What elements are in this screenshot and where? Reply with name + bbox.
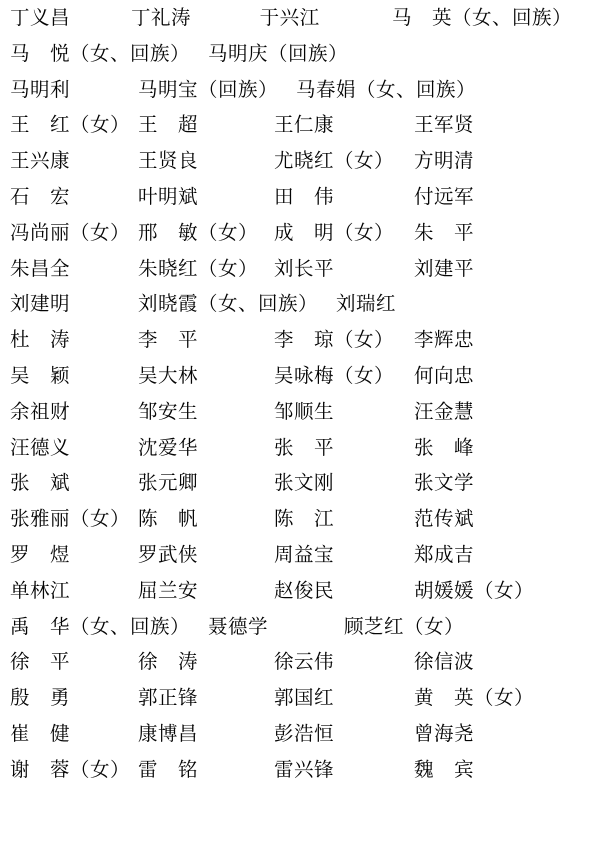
name-row bbox=[10, 363, 590, 402]
name-entry: 马春娟（女、回族） bbox=[296, 77, 477, 101]
name-entry: 汪金慧 bbox=[414, 399, 475, 423]
name-row bbox=[10, 473, 590, 509]
name-entry: 马明庆（回族） bbox=[208, 41, 349, 65]
name-entry: 张元卿 bbox=[138, 471, 199, 495]
name-entry: 付远军 bbox=[414, 184, 475, 208]
name-entry: 沈爱华 bbox=[138, 435, 199, 459]
name-entry: 魏 宾 bbox=[414, 757, 475, 781]
name-row bbox=[10, 77, 590, 116]
name-row bbox=[10, 614, 590, 653]
name-entry: 张文学 bbox=[414, 471, 475, 495]
name-row bbox=[10, 115, 590, 151]
name-entry: 张文刚 bbox=[274, 471, 335, 495]
name-row bbox=[10, 435, 590, 474]
name-entry: 罗 煜 bbox=[10, 542, 71, 566]
name-row bbox=[10, 542, 590, 581]
name-entry: 朱 平 bbox=[414, 220, 475, 244]
name-entry: 殷 勇 bbox=[10, 686, 71, 710]
name-entry: 尤晓红（女） bbox=[274, 149, 395, 173]
name-row bbox=[10, 399, 590, 438]
name-row bbox=[10, 220, 590, 259]
name-row bbox=[10, 294, 590, 330]
name-entry: 方明清 bbox=[414, 149, 475, 173]
name-entry: 郭正锋 bbox=[138, 686, 199, 710]
name-entry: 崔 健 bbox=[10, 721, 71, 745]
name-entry: 王仁康 bbox=[274, 113, 335, 137]
name-entry: 周益宝 bbox=[274, 542, 335, 566]
name-entry: 王 超 bbox=[138, 113, 199, 137]
name-entry: 曾海尧 bbox=[414, 721, 475, 745]
name-entry: 马明利 bbox=[10, 77, 71, 101]
name-entry: 王军贤 bbox=[414, 113, 475, 137]
name-entry: 吴咏梅（女） bbox=[274, 363, 395, 387]
name-entry: 徐 涛 bbox=[138, 650, 199, 674]
name-entry: 禹 华（女、回族） bbox=[10, 614, 191, 638]
name-entry: 田 伟 bbox=[274, 184, 335, 208]
name-entry: 邢 敏（女） bbox=[138, 220, 259, 244]
name-entry: 胡媛媛（女） bbox=[414, 578, 535, 602]
name-row bbox=[10, 688, 590, 724]
name-entry: 王兴康 bbox=[10, 149, 71, 173]
name-entry: 刘晓霞（女、回族） bbox=[138, 292, 319, 316]
name-entry: 彭浩恒 bbox=[274, 721, 335, 745]
name-entry: 郑成吉 bbox=[414, 542, 475, 566]
name-entry: 马 悦（女、回族） bbox=[10, 41, 191, 65]
name-entry: 陈 帆 bbox=[138, 507, 199, 531]
name-entry: 顾芝红（女） bbox=[344, 614, 465, 638]
name-entry: 张 平 bbox=[274, 435, 335, 459]
name-row bbox=[10, 757, 590, 796]
name-entry: 范传斌 bbox=[414, 507, 475, 531]
name-entry: 刘建明 bbox=[10, 292, 71, 316]
name-entry: 单林江 bbox=[10, 578, 71, 602]
name-entry: 赵俊民 bbox=[274, 578, 335, 602]
name-entry: 康博昌 bbox=[138, 721, 199, 745]
name-entry: 张 峰 bbox=[414, 435, 475, 459]
name-entry: 马明宝（回族） bbox=[138, 77, 279, 101]
name-entry: 杜 涛 bbox=[10, 328, 71, 352]
name-row bbox=[10, 330, 590, 366]
name-entry: 吴大林 bbox=[138, 363, 199, 387]
name-entry: 李 琼（女） bbox=[274, 328, 395, 352]
name-entry: 石 宏 bbox=[10, 184, 71, 208]
name-entry: 丁义昌 bbox=[10, 6, 71, 29]
name-entry: 丁礼涛 bbox=[131, 6, 192, 29]
name-entry: 叶明斌 bbox=[138, 184, 199, 208]
name-entry: 王贤良 bbox=[138, 149, 199, 173]
name-entry: 罗武侠 bbox=[138, 542, 199, 566]
name-entry: 刘长平 bbox=[274, 256, 335, 280]
name-row bbox=[10, 256, 590, 295]
name-entry: 雷兴锋 bbox=[274, 757, 335, 781]
name-entry: 汪德义 bbox=[10, 435, 71, 459]
name-entry: 谢 蓉（女） bbox=[10, 757, 131, 781]
name-entry: 张雅丽（女） bbox=[10, 507, 131, 531]
name-entry: 聂德学 bbox=[208, 614, 269, 638]
name-entry: 成 明（女） bbox=[274, 220, 395, 244]
name-row bbox=[10, 151, 590, 187]
name-entry: 陈 江 bbox=[274, 507, 335, 531]
name-entry: 朱昌全 bbox=[10, 256, 71, 280]
name-entry: 张 斌 bbox=[10, 471, 71, 495]
name-entry: 徐云伟 bbox=[274, 650, 335, 674]
name-entry: 徐 平 bbox=[10, 650, 71, 674]
name-entry: 徐信波 bbox=[414, 650, 475, 674]
name-entry: 郭国红 bbox=[274, 686, 335, 710]
name-entry: 何向忠 bbox=[414, 363, 475, 387]
name-row bbox=[10, 509, 590, 545]
name-entry: 冯尚丽（女） bbox=[10, 220, 131, 244]
name-entry: 雷 铭 bbox=[138, 757, 199, 781]
name-entry: 王 红（女） bbox=[10, 113, 131, 137]
name-row bbox=[10, 652, 590, 688]
name-entry: 邹安生 bbox=[138, 399, 199, 423]
name-entry: 朱晓红（女） bbox=[138, 256, 259, 280]
name-row bbox=[10, 41, 590, 80]
name-entry: 刘建平 bbox=[414, 256, 475, 280]
name-entry: 刘瑞红 bbox=[336, 292, 397, 316]
name-entry: 吴 颖 bbox=[10, 363, 71, 387]
name-entry: 马 英（女、回族） bbox=[392, 6, 573, 29]
name-entry: 于兴江 bbox=[259, 6, 320, 29]
name-entry: 黄 英（女） bbox=[414, 686, 535, 710]
name-entry: 屈兰安 bbox=[138, 578, 199, 602]
name-entry: 余祖财 bbox=[10, 399, 71, 423]
name-entry: 李辉忠 bbox=[414, 328, 475, 352]
name-row bbox=[10, 578, 590, 617]
name-row bbox=[10, 8, 590, 44]
name-row bbox=[10, 184, 590, 223]
name-row bbox=[10, 721, 590, 760]
name-entry: 邹顺生 bbox=[274, 399, 335, 423]
name-entry: 李 平 bbox=[138, 328, 199, 352]
